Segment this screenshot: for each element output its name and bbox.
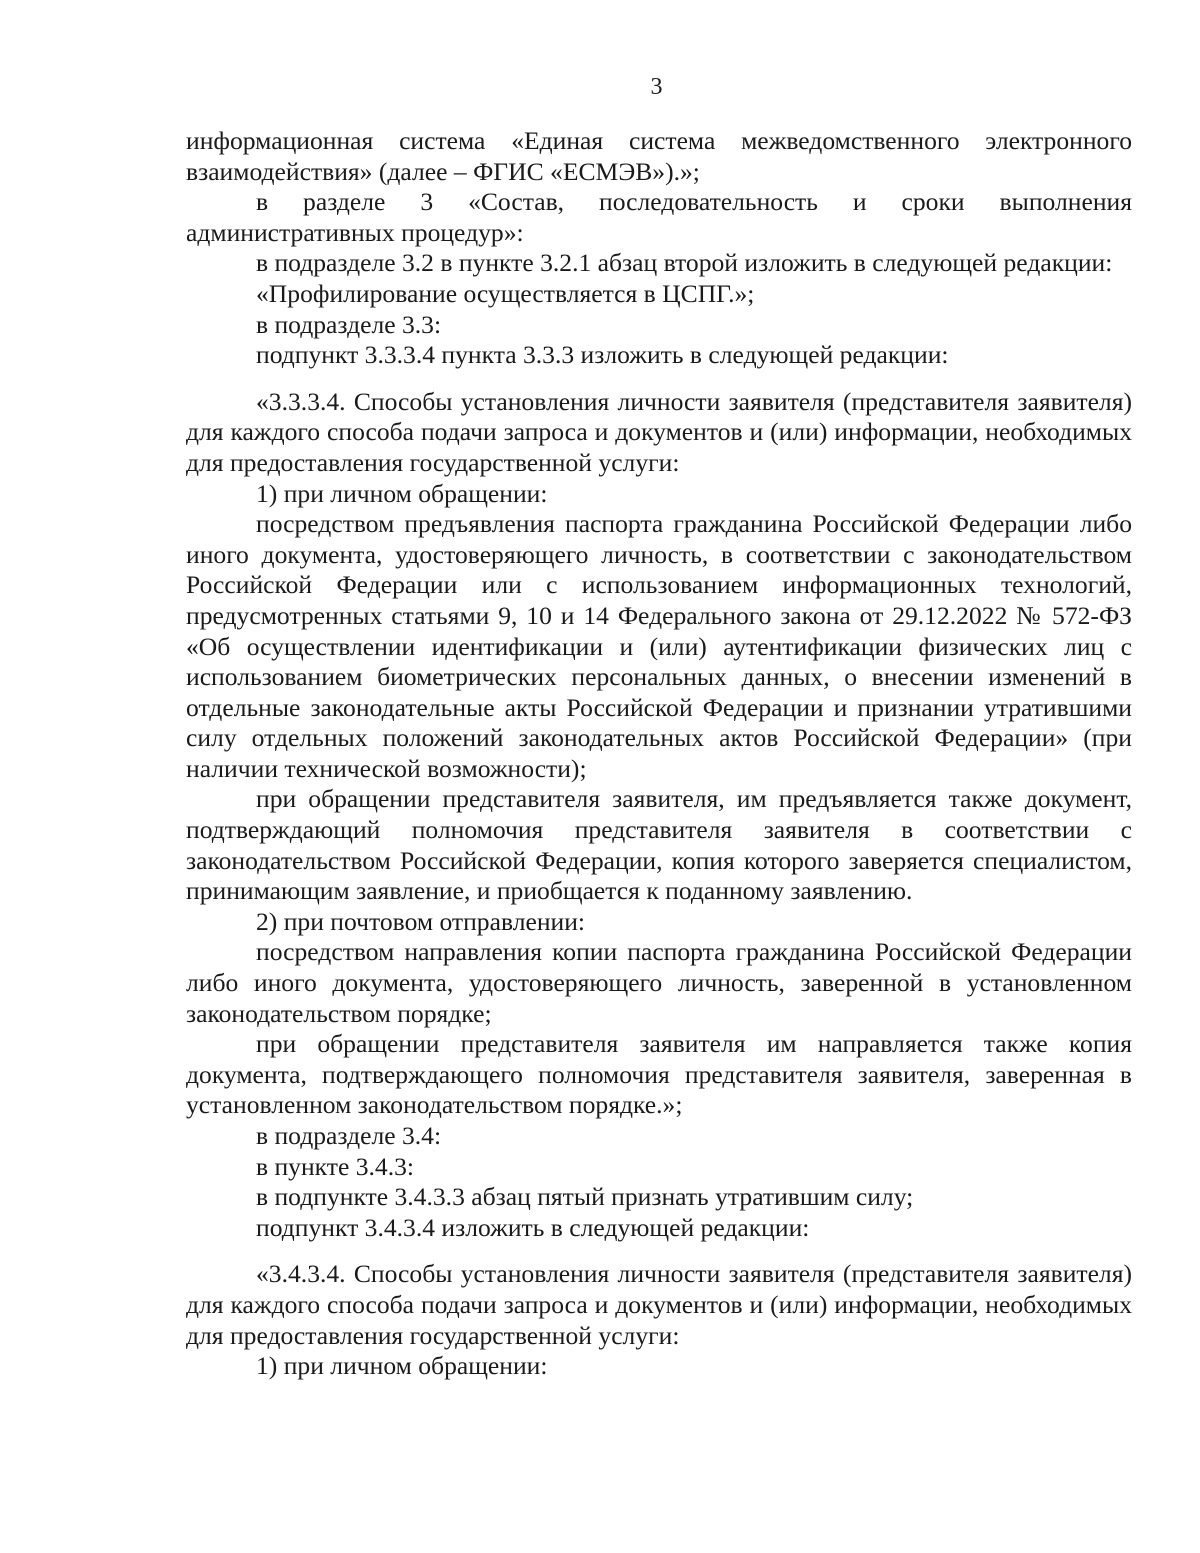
paragraph-passport-presentation: посредством предъявления паспорта гражданина Российской Федерации либо иного документа, удостоверяющего личность, в соответствии с законодательством Российской Федерации или с использованием информационных технологий, предусмотренных статьями 9, 10 и 14 Федерального закона от 29.12.2022 № 572-ФЗ «Об осуществлении идентификации и (или) аутентификации физических лиц с использованием биометрических персональных данных, о внесении изменений в отдельные законодательные акты Российской Федерации и признании утратившими силу отдельных положений законодательных актов Российской Федерации» (при наличии технической возможности); <box>186 509 1132 783</box>
paragraph-passport-copy: посредством направления копии паспорта гражданина Российской Федерации либо иного документа, удостоверяющего личность, заверенной в установленном законодательством порядке; <box>186 937 1132 1028</box>
paragraph-3-4-3-4-text: «3.4.3.4. Способы установления личности заявителя (представителя заявителя) для каждого способа подачи запроса и документов и (или) информации, необходимых для предоставления государственной услуги: <box>186 1259 1132 1350</box>
paragraph-representative-1: при обращении представителя заявителя, им предъявляется также документ, подтверждающий полномочия представителя заявителя в соответствии с законодательством Российской Федерации, копия которого заверяется специалистом, принимающим заявление, и приобщается к поданному заявлению. <box>186 784 1132 906</box>
document-body <box>186 126 1132 1382</box>
paragraph-subitem-3-3-3-4: подпункт 3.3.3.4 пункта 3.3.3 изложить в следующей редакции: <box>256 340 949 370</box>
paragraph-subitem-3-4-3-4: подпункт 3.4.3.4 изложить в следующей редакции: <box>256 1212 810 1242</box>
paragraph-subsection-3-3: в подразделе 3.3: <box>256 309 442 339</box>
paragraph-personal-visit-2: 1) при личном обращении: <box>256 1351 548 1381</box>
paragraph-3-3-3-4-text: «3.3.3.4. Способы установления личности заявителя (представителя заявителя) для каждого способа подачи запроса и документов и (или) информации, необходимых для предоставления государственной услуги: <box>186 386 1132 477</box>
paragraph-profiling: «Профилирование осуществляется в ЦСПГ.»; <box>256 278 755 308</box>
paragraph-representative-2: при обращении представителя заявителя им направляется также копия документа, подтверждающего полномочия представителя заявителя, заверенная в установленном законодательством порядке.»; <box>186 1029 1132 1120</box>
paragraph-postal: 2) при почтовом отправлении: <box>256 906 586 936</box>
page-number: 3 <box>650 74 663 100</box>
paragraph-item-3-4-3: в пункте 3.4.3: <box>256 1151 415 1181</box>
paragraph-personal-visit-1: 1) при личном обращении: <box>256 478 548 508</box>
paragraph-subsection-3-4: в подразделе 3.4: <box>256 1121 442 1150</box>
paragraph-subitem-3-4-3-3: в подпункте 3.4.3.3 абзац пятый признать утратившим силу; <box>256 1182 914 1212</box>
paragraph-subsection-3-2: в подразделе 3.2 в пункте 3.2.1 абзац второй изложить в следующей редакции: <box>256 248 1113 278</box>
paragraph-esmev: информационная система «Единая система межведомственного электронного взаимодействия» (далее – ФГИС «ЕСМЭВ»).»; <box>186 126 1132 186</box>
paragraph-section-3: в разделе 3 «Состав, последовательность и сроки выполнения административных процедур»: <box>186 187 1132 247</box>
